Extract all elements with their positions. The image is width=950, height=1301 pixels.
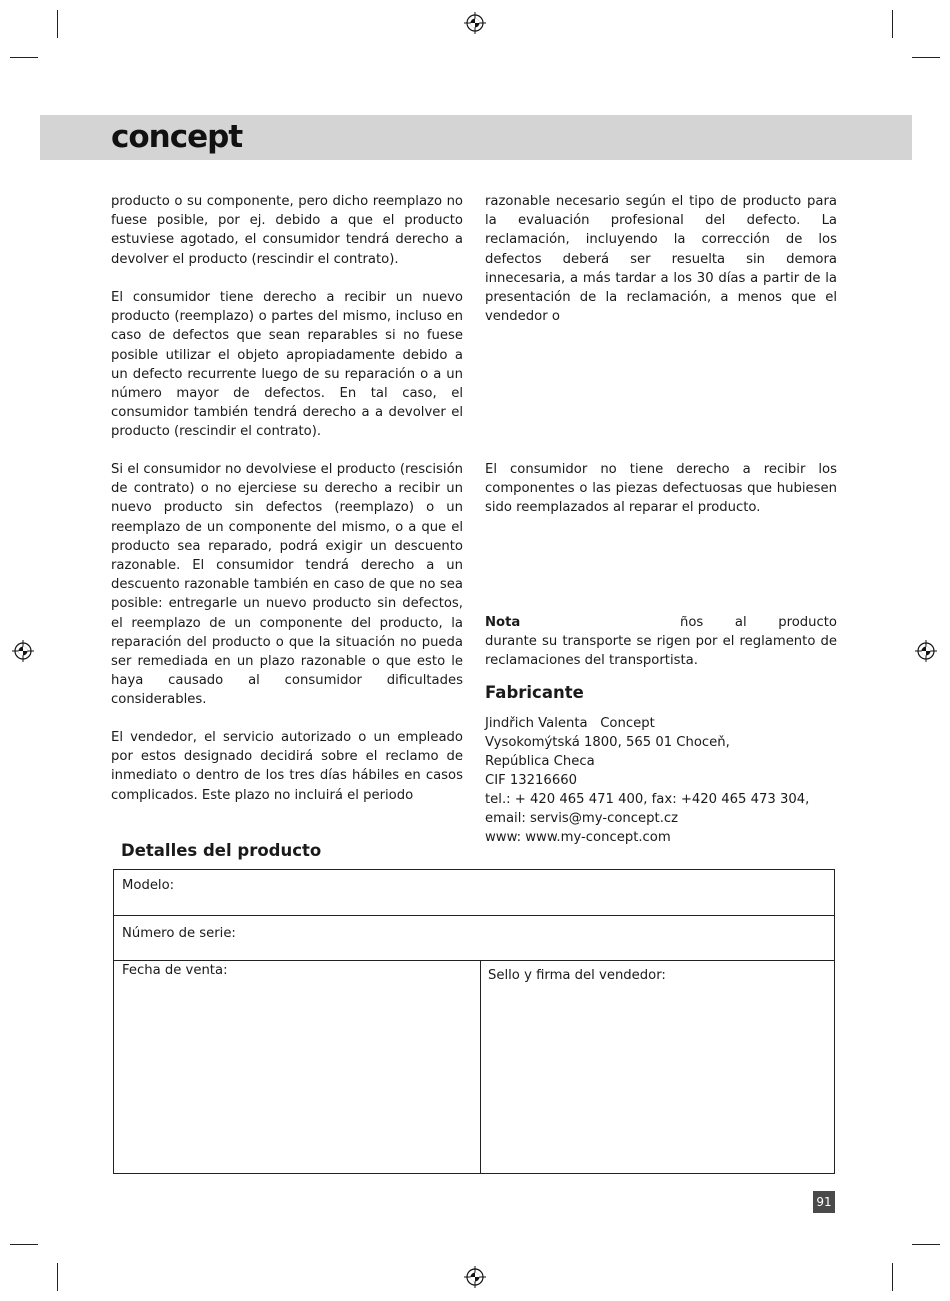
crop-mark (57, 10, 58, 38)
crop-mark (10, 1244, 38, 1245)
manufacturer-line: tel.: + 420 465 471 400, fax: +420 465 473 304, (485, 792, 810, 807)
product-details-form (113, 869, 835, 1174)
manufacturer-email[interactable]: email: servis@my-concept.cz (485, 811, 679, 826)
serial-number-label: Número de serie: (122, 926, 236, 941)
left-paragraph: Si el consumidor no devolviese el producto (rescisión de contrato) o no ejerciese su derecho a recibir un nuevo producto sin defectos (reemplazo) o un reemplazo de un componente del mismo, o a que el producto sea reparado, podrá exigir un descuento razonable. El consumidor tendrá derecho a un descuento razonable también en caso de que no sea posible: entregarle un nuevo producto sin defectos, el reemplazo de un componente del producto, la reparación del producto o que la situación no pueda ser remediada en un plazo razonable o que esto le haya causado al consumidor dificultades considerables. (111, 462, 463, 708)
registration-mark-icon (464, 1266, 486, 1288)
form-divider (480, 961, 481, 1173)
sale-date-label: Fecha de venta: (122, 963, 228, 978)
manufacturer-line: Vysokomýtská 1800, 565 01 Choceň, (485, 735, 730, 750)
left-paragraph: El vendedor, el servicio autorizado o un empleado por estos designado decidirá sobre el reclamo de inmediato o dentro de los tres días hábiles en casos complicados. Este plazo no incluirá el periodo (111, 730, 463, 803)
crop-mark (912, 57, 940, 58)
brand-logo: concept (111, 119, 243, 155)
registration-mark-icon (12, 640, 34, 662)
registration-mark-icon (915, 640, 937, 662)
crop-mark (912, 1244, 940, 1245)
note-paragraph (485, 613, 837, 671)
left-paragraph: producto o su componente, pero dicho reemplazo no fuese posible, por ej. debido a que el producto estuviese agotado, el consumidor tendrá derecho a devolver el producto (rescindir el contrato). (111, 194, 463, 267)
manufacturer-line: CIF 13216660 (485, 773, 577, 788)
crop-mark (892, 1263, 893, 1291)
page-number: 91 (813, 1191, 835, 1213)
manufacturer-heading: Fabricante (485, 683, 584, 702)
crop-mark (10, 57, 38, 58)
note-label: Nota (485, 615, 521, 630)
note-text: ños al producto durante su transporte se rigen por el reglamento de reclamaciones del transportista. (485, 615, 837, 669)
left-paragraph: El consumidor tiene derecho a recibir un nuevo producto (reemplazo) o partes del mismo, incluso en caso de defectos que sean reparables si no fuese posible utilizar el objeto apropiadamente debido a un defecto recurrente luego de su reparación o a un número mayor de defectos. En tal caso, el consumidor también tendrá derecho a a devolver el producto (rescindir el contrato). (111, 290, 463, 440)
seller-stamp-label: Sello y firma del vendedor: (488, 968, 666, 983)
manufacturer-website[interactable]: www: www.my-concept.com (485, 830, 671, 845)
model-label: Modelo: (122, 878, 175, 893)
registration-mark-icon (464, 12, 486, 34)
product-details-heading: Detalles del producto (121, 841, 322, 860)
form-divider (114, 915, 834, 916)
crop-mark (892, 10, 893, 38)
manufacturer-line: Jindřich Valenta Concept (485, 716, 655, 731)
form-divider (114, 960, 834, 961)
crop-mark (57, 1263, 58, 1291)
right-paragraph: razonable necesario según el tipo de producto para la evaluación profesional del defecto. La reclamación, incluyendo la corrección de los defectos deberá ser resuelta sin demora innecesaria, a más tardar a los 30 días a partir de la presentación de la reclamación, a menos que el vendedor o (485, 194, 837, 325)
right-paragraph: El consumidor no tiene derecho a recibir los componentes o las piezas defectuosas que hubiesen sido reemplazados al reparar el producto. (485, 462, 837, 516)
manufacturer-line: República Checa (485, 754, 595, 769)
